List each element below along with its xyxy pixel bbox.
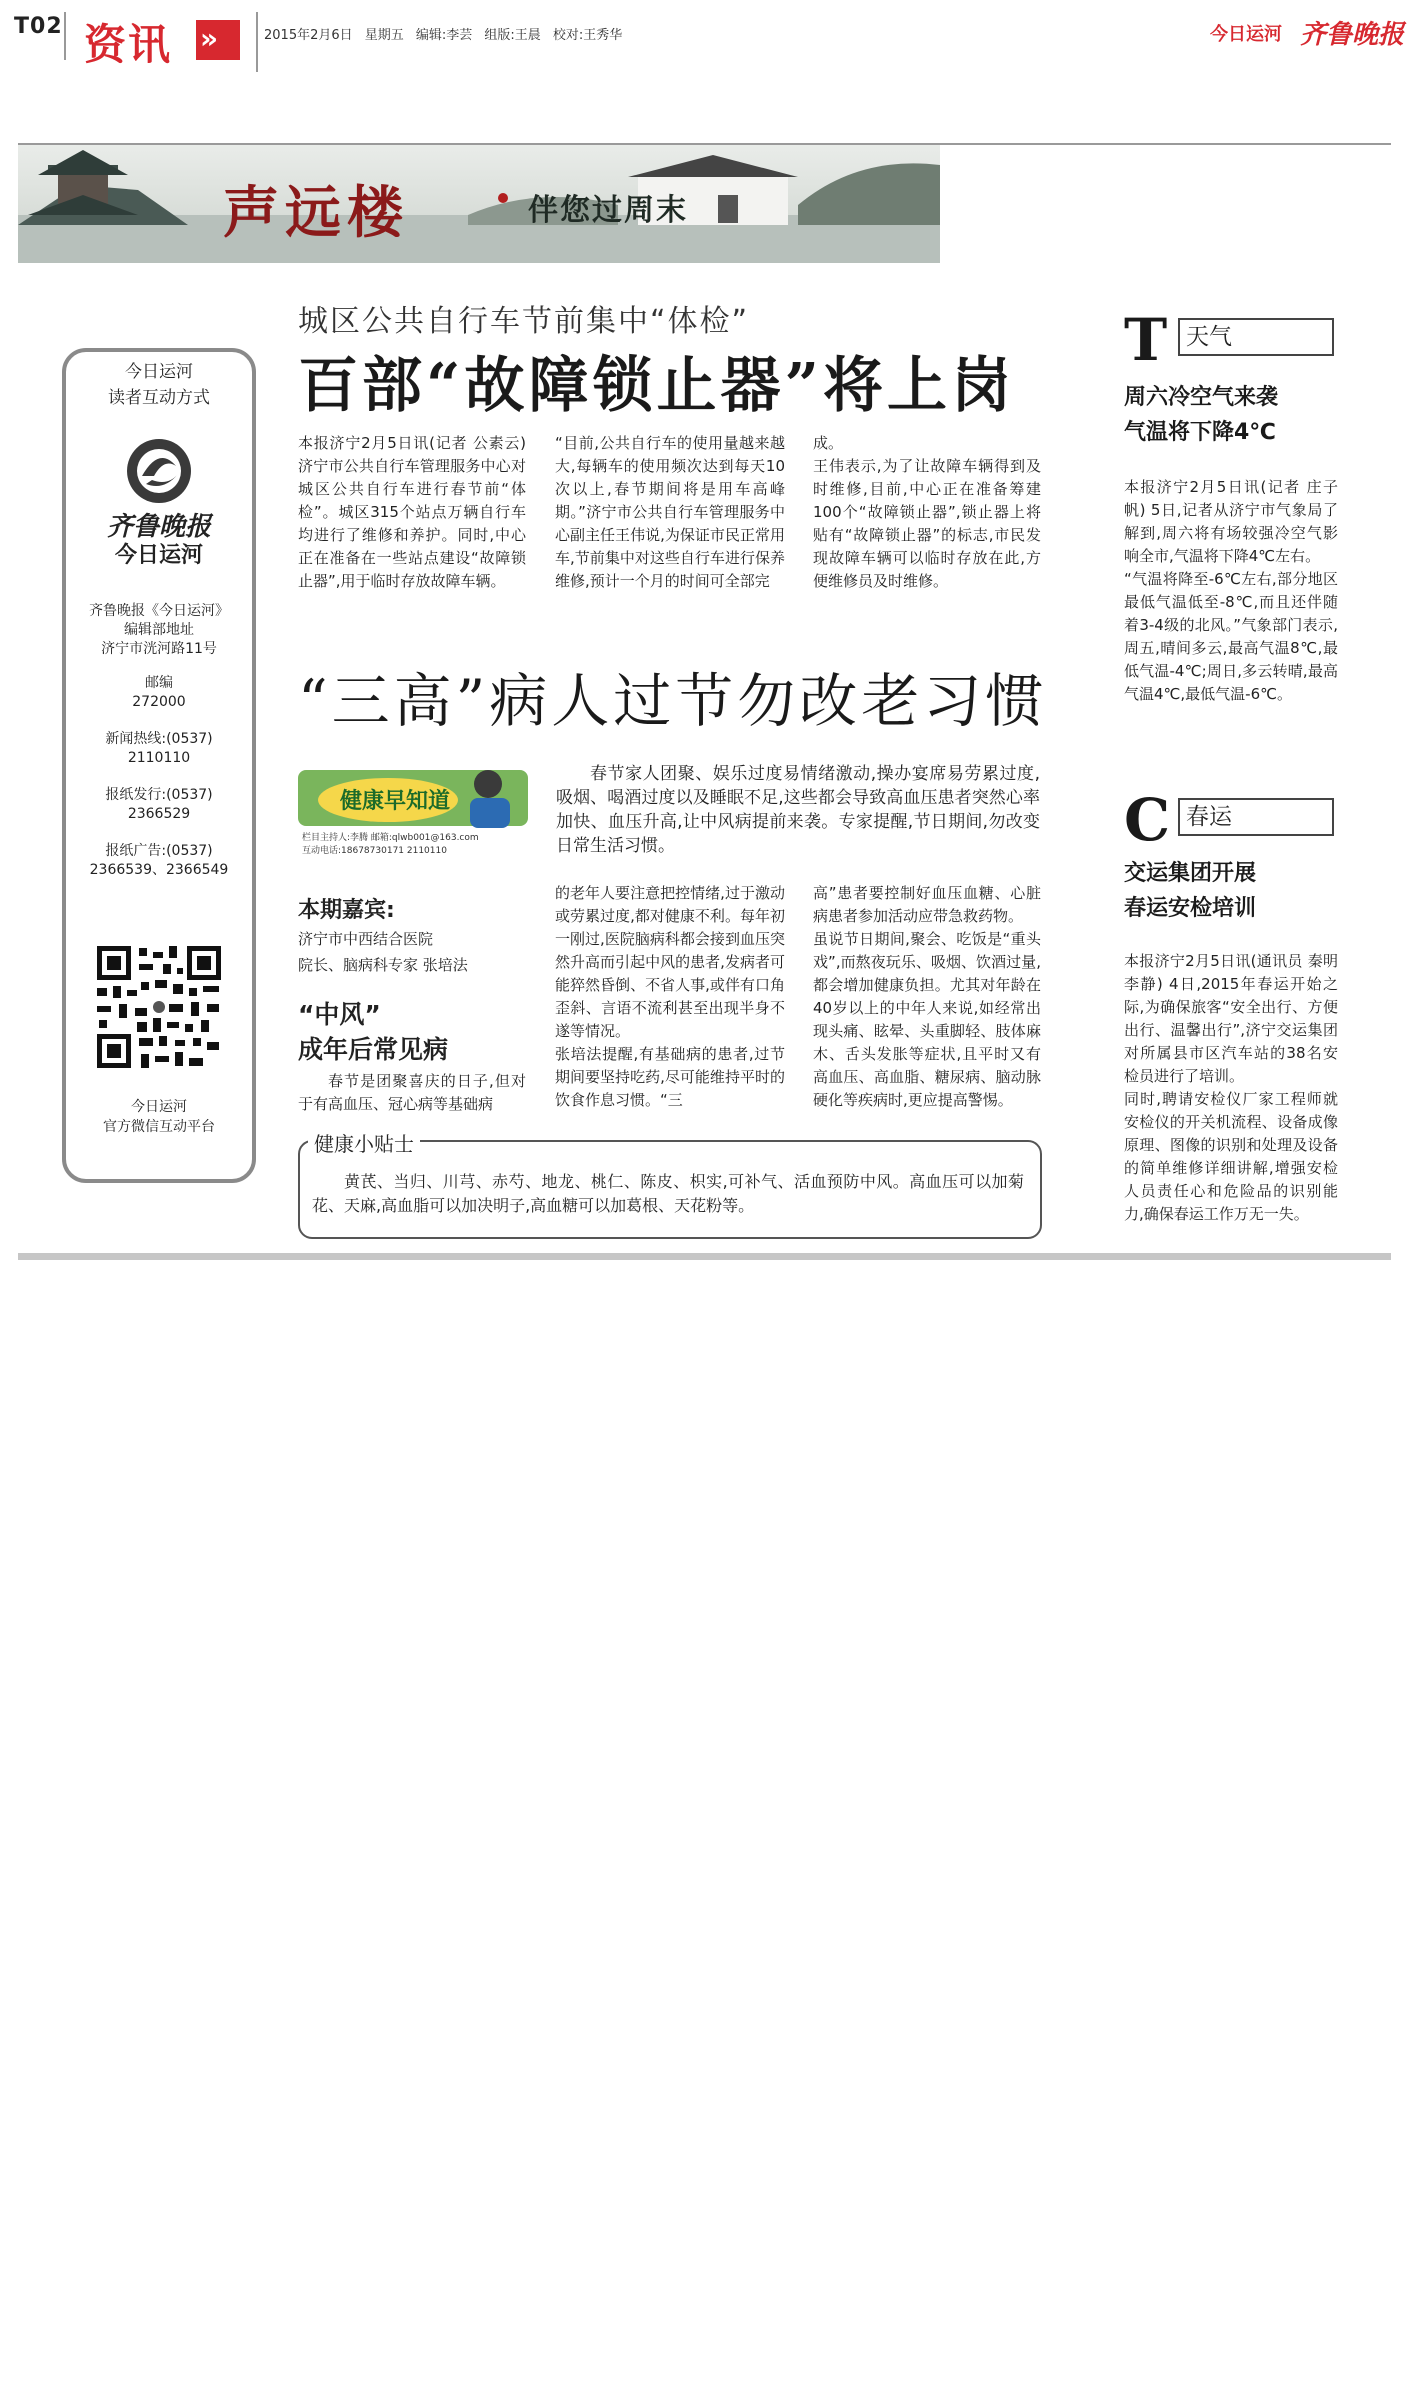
section-name: 资讯 xyxy=(84,20,173,69)
rail-ads-label: 报纸广告:(0537) xyxy=(105,843,213,859)
article2-col2: 的老年人要注意把控情绪,过于激动或劳累过度,都对健康不利。每年初一刚过,医院脑病科都会接到血压突然升高而引起中风的患者,发病者可能猝然昏倒、不省人事,或伴有口角歪斜、言语不流利甚至出现半身不遂等情况。 张培法提醒,有基础病的患者,过节期间要坚持吃药,尽可能维持平时的饮食作息习惯。“三 xyxy=(555,884,785,1109)
rail-heading-2: 读者互动方式 xyxy=(108,388,210,408)
guest-title: 院长、脑病科专家 张培法 xyxy=(298,956,468,974)
article1-col2: “目前,公共自行车的使用量越来越大,每辆车的使用频次达到每天10次以上,春节期间将是用车高峰期。”济宁市公共自行车管理服务中心副主任王伟说,为保证市民正常用车,节前集中对这些自行车进行保养维修,预计一个月的时间可全部完 xyxy=(555,434,785,590)
transit-tag: 春运 xyxy=(1178,798,1334,836)
health-column-promo xyxy=(298,762,528,858)
rail-logo-name: 齐鲁晚报 xyxy=(106,512,211,542)
weather-letter: T xyxy=(1124,306,1168,374)
rail-postcode: 272000 xyxy=(132,694,186,710)
rail-heading-1: 今日运河 xyxy=(125,362,193,382)
bottom-rule xyxy=(18,1253,1391,1260)
rail-wechat-1: 今日运河 xyxy=(131,1099,187,1115)
article2-lead: 春节家人团聚、娱乐过度易情绪激动,操办宴席易劳累过度,吸烟、喝酒过度以及睡眠不足,这些都会导致高血压患者突然心率加快、血压升高,让中风病提前来袭。专家提醒,节日期间,勿改变日常生活习惯。 xyxy=(556,764,1040,856)
section-arrow-icon: » xyxy=(196,20,240,60)
article2-col3: 高”患者要控制好血压血糖、心脏病患者参加活动应带急救药物。 虽说节日期间,聚会、吃饭是“重头戏”,而熬夜玩乐、吸烟、饮酒过量,都会增加健康负担。尤其对年龄在40岁以上的中年人来说,如经常出现头痛、眩晕、头重脚轻、肢体麻木、舌头发胀等症状,且平时又有高血压、高血脂、糖尿病、脑动脉硬化等疾病时,更应提高警惕。 xyxy=(813,884,1041,1109)
rail-wechat-2: 官方微信互动平台 xyxy=(103,1119,215,1135)
rail-address-3: 济宁市洸河路11号 xyxy=(101,641,217,657)
article1-kicker: 城区公共自行车节前集中“体检” xyxy=(298,304,750,339)
subhead-2: 成年后常见病 xyxy=(298,1035,449,1064)
header-divider-2 xyxy=(256,12,258,72)
article2-headline: “三高”病人过节勿改老习惯 xyxy=(298,667,1048,735)
rail-address-1: 齐鲁晚报《今日运河》 xyxy=(89,603,229,619)
rail-delivery: 2366529 xyxy=(127,806,191,822)
banner-title: 声远楼 xyxy=(223,180,409,246)
rail-hotline-label: 新闻热线:(0537) xyxy=(105,731,213,747)
transit-letter: C xyxy=(1124,786,1171,854)
wechat-qr-code-icon[interactable] xyxy=(93,942,225,1072)
weather-headline-1: 周六冷空气来袭 xyxy=(1124,385,1279,410)
weather-tag: 天气 xyxy=(1178,318,1334,356)
transit-body: 本报济宁2月5日讯(通讯员 秦明 李静) 4日,2015年春运开始之际,为确保旅客“安全出行、方便出行、温馨出行”,济宁交运集团对所属县市区汽车站的38名安检员进行了培训。 同时,聘请安检仪厂家工程师就安检仪的开关机流程、设备成像原理、图像的识别和处理及设备的简单维修详细讲解,增强安检人员责任心和危险品的识别能力,确保春运工作万无一失。 xyxy=(1124,952,1338,1223)
issue-meta: 2015年2月6日 星期五 编辑:李芸 组版:王晨 校对:王秀华 xyxy=(264,28,623,43)
health-tip-text: 黄芪、当归、川芎、赤芍、地龙、桃仁、陈皮、枳实,可补气、活血预防中风。高血压可以加菊花、天麻,高血脂可以加决明子,高血糖可以加葛根、天花粉等。 xyxy=(312,1172,1024,1215)
article2-col1: 春节是团聚喜庆的日子,但对于有高血压、冠心病等基础病 xyxy=(298,1072,526,1113)
banner-dot xyxy=(498,193,508,203)
rail-ads: 2366539、2366549 xyxy=(89,862,229,878)
promo-title: 健康早知道 xyxy=(340,789,451,814)
transit-headline-2: 春运安检培训 xyxy=(1124,896,1257,921)
rail-delivery-label: 报纸发行:(0537) xyxy=(105,787,213,803)
page-number: T02 xyxy=(14,14,63,39)
subhead-1: “中风” xyxy=(298,1000,381,1029)
banner-scenery-icon xyxy=(18,145,940,263)
rail-postcode-label: 邮编 xyxy=(145,675,173,691)
banner-subtitle: 伴您过周末 xyxy=(528,193,688,228)
rail-address-2: 编辑部地址 xyxy=(124,622,194,638)
edition-name: 今日运河 xyxy=(1210,24,1282,45)
rail-hotline: 2110110 xyxy=(127,750,191,766)
promo-phone: 互动电话:18678730171 2110110 xyxy=(302,846,447,856)
health-tip-label: 健康小贴士 xyxy=(308,1128,420,1157)
rail-logo-sub: 今日运河 xyxy=(114,543,203,568)
article1-col1: 本报济宁2月5日讯(记者 公素云) 济宁市公共自行车管理服务中心对城区公共自行车进行春节前“体检”。城区315个站点万辆自行车均进行了维修和养护。同时,中心正在准备在一些站点建设“故障锁止器”,用于临时存放故障车辆。 xyxy=(298,434,526,590)
reader-contact-panel xyxy=(62,348,256,1183)
promo-host: 栏目主持人:李腾 邮箱:qlwb001@163.com xyxy=(302,833,479,843)
guest-label: 本期嘉宾: xyxy=(298,898,395,923)
paper-emblem-icon xyxy=(124,436,194,506)
paper-logo: 齐鲁晚报 xyxy=(1300,20,1405,50)
header-divider xyxy=(64,12,66,60)
guest-org: 济宁市中西结合医院 xyxy=(298,930,434,948)
weather-body: 本报济宁2月5日讯(记者 庄子帆) 5日,记者从济宁市气象局了解到,周六将有场较强冷空气影响全市,气温将下降4℃左右。 “气温将降至-6℃左右,部分地区最低气温低至-8℃,而且还伴随着3-4级的北风。”气象部门表示,周五,晴间多云,最高气温8℃,最低气温-4℃;周日,多云转晴,最高气温4℃,最低气温-6℃。 xyxy=(1124,478,1338,703)
transit-headline-1: 交运集团开展 xyxy=(1124,861,1257,886)
banner-image xyxy=(18,145,940,263)
weather-headline-2: 气温将下降4℃ xyxy=(1124,420,1276,445)
article1-headline: 百部“故障锁止器”将上岗 xyxy=(298,351,1016,421)
article1-col3: 成。 王伟表示,为了让故障车辆得到及时维修,目前,中心正在准备筹建100个“故障锁止器”,锁止器上将贴有“故障锁止器”的标志,市民发现故障车辆可以临时存放在此,方便维修员及时维修。 xyxy=(813,434,1041,590)
